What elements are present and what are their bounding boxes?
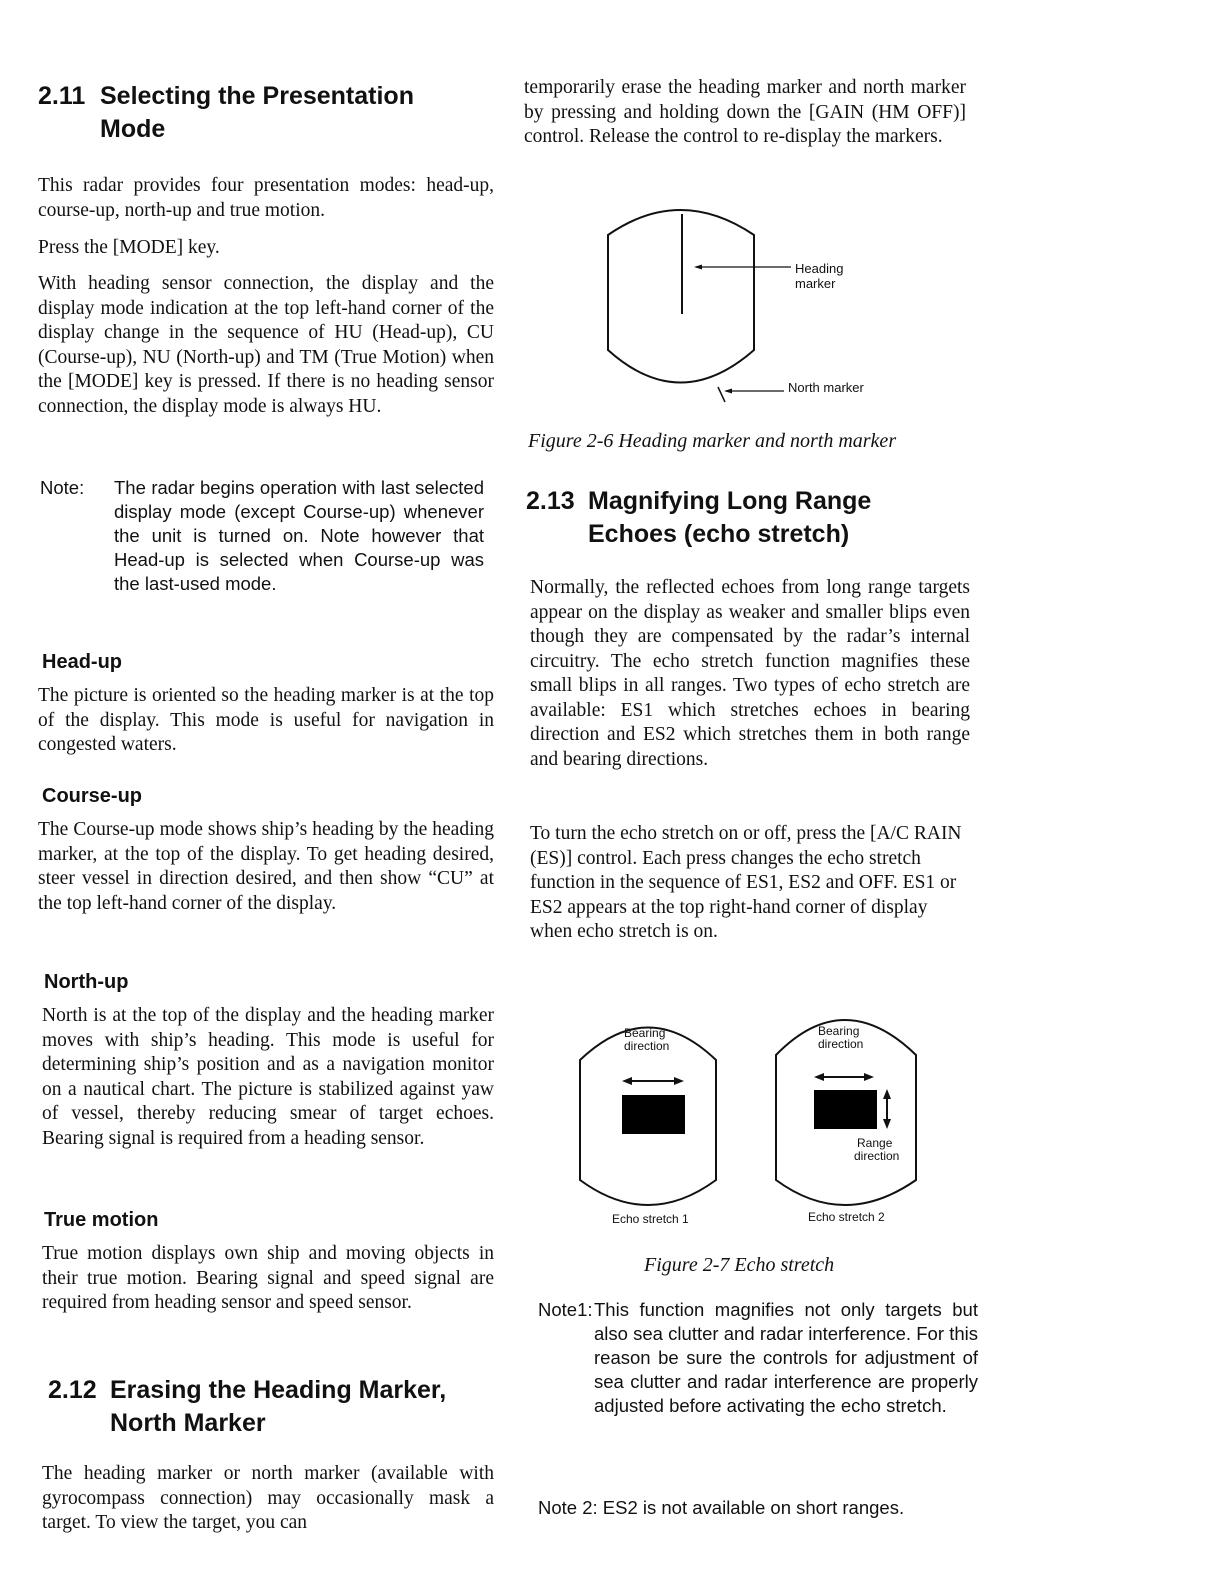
echo-stretch-1-label: Echo stretch 1	[612, 1212, 689, 1226]
bearing-direction-label	[624, 1027, 669, 1053]
note-label: Note1:	[538, 1299, 593, 1320]
figure-2-6	[528, 200, 974, 420]
section-title-line1: Magnifying Long Range	[588, 487, 872, 515]
north-marker-line	[718, 387, 725, 402]
arrowhead-icon	[724, 389, 732, 394]
label-line: marker	[795, 276, 836, 291]
paragraph: The Course-up mode shows ship’s heading by the heading marker, at the top of the display. To get heading desired, steer vessel in direction desired, and then show “CU” at the top left-hand corner of the display.	[38, 819, 494, 914]
arrowhead-icon	[814, 1073, 824, 1081]
paragraph: Press the [MODE] key.	[38, 237, 220, 258]
range-direction-label	[854, 1137, 899, 1163]
label-line: Bearing	[624, 1026, 666, 1040]
note-2: Note 2: ES2 is not available on short ranges.	[538, 1497, 905, 1518]
paragraph: True motion displays own ship and moving objects in their true motion. Bearing signal and speed signal are required from heading sensor and speed sensor.	[42, 1243, 494, 1313]
section-2-11-heading	[38, 80, 498, 146]
arrowhead-icon	[883, 1089, 891, 1099]
note-block	[40, 476, 484, 596]
note-text: The radar begins operation with last selected display mode (except Course-up) whenever the unit is turned on. Note however that Head-up is selected when Course-up was the last-used mode.	[114, 477, 484, 594]
label-line: direction	[624, 1039, 670, 1053]
arrowhead-icon	[694, 265, 702, 270]
bearing-direction-label	[818, 1025, 863, 1051]
echo-stretch-2-label: Echo stretch 2	[808, 1210, 885, 1224]
figure-2-7	[568, 1005, 968, 1235]
section-number: 2.13	[526, 487, 575, 515]
paragraph: The heading marker or north marker (available with gyrocompass connection) may occasionally mask a target. To view the target, you can	[42, 1463, 494, 1533]
note-label: Note:	[40, 477, 85, 498]
section-title-line1: Selecting the Presentation	[100, 82, 414, 110]
section-number: 2.11	[38, 82, 86, 110]
note-block	[538, 1298, 978, 1418]
arrowhead-icon	[883, 1119, 891, 1129]
subheading-head-up: Head-up	[42, 651, 122, 673]
heading-marker-label	[795, 261, 843, 291]
paragraph: To turn the echo stretch on or off, press the [A/C RAIN (ES)] control. Each press changes the echo stretch function in the sequence of ES1, ES2 and OFF. ES1 or ES2 appears at the top right-hand corner of display when echo stretch is on.	[530, 823, 962, 942]
figure-caption: Figure 2-6 Heading marker and north marker	[528, 430, 897, 452]
subheading-north-up: North-up	[44, 971, 129, 993]
echo-blip	[814, 1090, 877, 1129]
subheading-course-up: Course-up	[42, 785, 142, 807]
label-line: direction	[818, 1037, 864, 1051]
section-title-line2: North Marker	[110, 1409, 266, 1437]
paragraph: temporarily erase the heading marker and north marker by pressing and holding down the [GAIN (HM OFF)] control. Release the control to re-display the markers.	[524, 77, 966, 147]
section-number: 2.12	[48, 1376, 97, 1404]
paragraph: Normally, the reflected echoes from long range targets appear on the display as weaker and smaller blips even though they are compensated by the radar’s internal circuitry. The echo stretch function magnifies these small blips in all ranges. Two types of echo stretch are available: ES1 which stretches echoes in bearing direction and ES2 which stretches them in both range and bearing directions.	[530, 577, 970, 770]
section-title-line1: Erasing the Heading Marker,	[110, 1376, 447, 1404]
heading-marker-diagram	[528, 200, 974, 420]
subheading-true-motion: True motion	[44, 1209, 159, 1231]
label-line: Bearing	[818, 1024, 860, 1038]
paragraph: This radar provides four presentation modes: head-up, course-up, north-up and true motion.	[38, 175, 494, 221]
paragraph: North is at the top of the display and the heading marker moves with ship’s heading. This mode is useful for determining ship’s position and as a navigation monitor on a nautical chart. The picture is stabilized against yaw of vessel, thereby reducing smear of target echoes. Bearing signal is required from a heading sensor.	[42, 1005, 494, 1149]
echo-blip	[622, 1095, 685, 1134]
arrowhead-icon	[864, 1073, 874, 1081]
note-text: This function magnifies not only targets but also sea clutter and radar interference. For this reason be sure the controls for adjustment of sea clutter and radar interference are properly adjusted before activating the echo stretch.	[594, 1299, 978, 1416]
north-marker-label: North marker	[788, 380, 864, 395]
paragraph: With heading sensor connection, the display and the display mode indication at the top left-hand corner of the display change in the sequence of HU (Head-up), CU (Course-up), NU (North-up) and TM (True Motion) when the [MODE] key is pressed. If there is no heading sensor connection, the display mode is always HU.	[38, 273, 494, 417]
section-2-13-heading	[526, 485, 986, 551]
arrowhead-icon	[674, 1077, 684, 1085]
paragraph: The picture is oriented so the heading marker is at the top of the display. This mode is useful for navigation in congested waters.	[38, 685, 494, 755]
section-2-12-heading	[48, 1374, 508, 1440]
arrowhead-icon	[622, 1077, 632, 1085]
figure-caption: Figure 2-7 Echo stretch	[644, 1254, 835, 1276]
label-line: direction	[854, 1149, 900, 1163]
label-line: Range	[857, 1136, 893, 1150]
label-line: Heading	[795, 261, 844, 276]
section-title-line2: Mode	[100, 115, 166, 143]
section-title-line2: Echoes (echo stretch)	[588, 520, 850, 548]
